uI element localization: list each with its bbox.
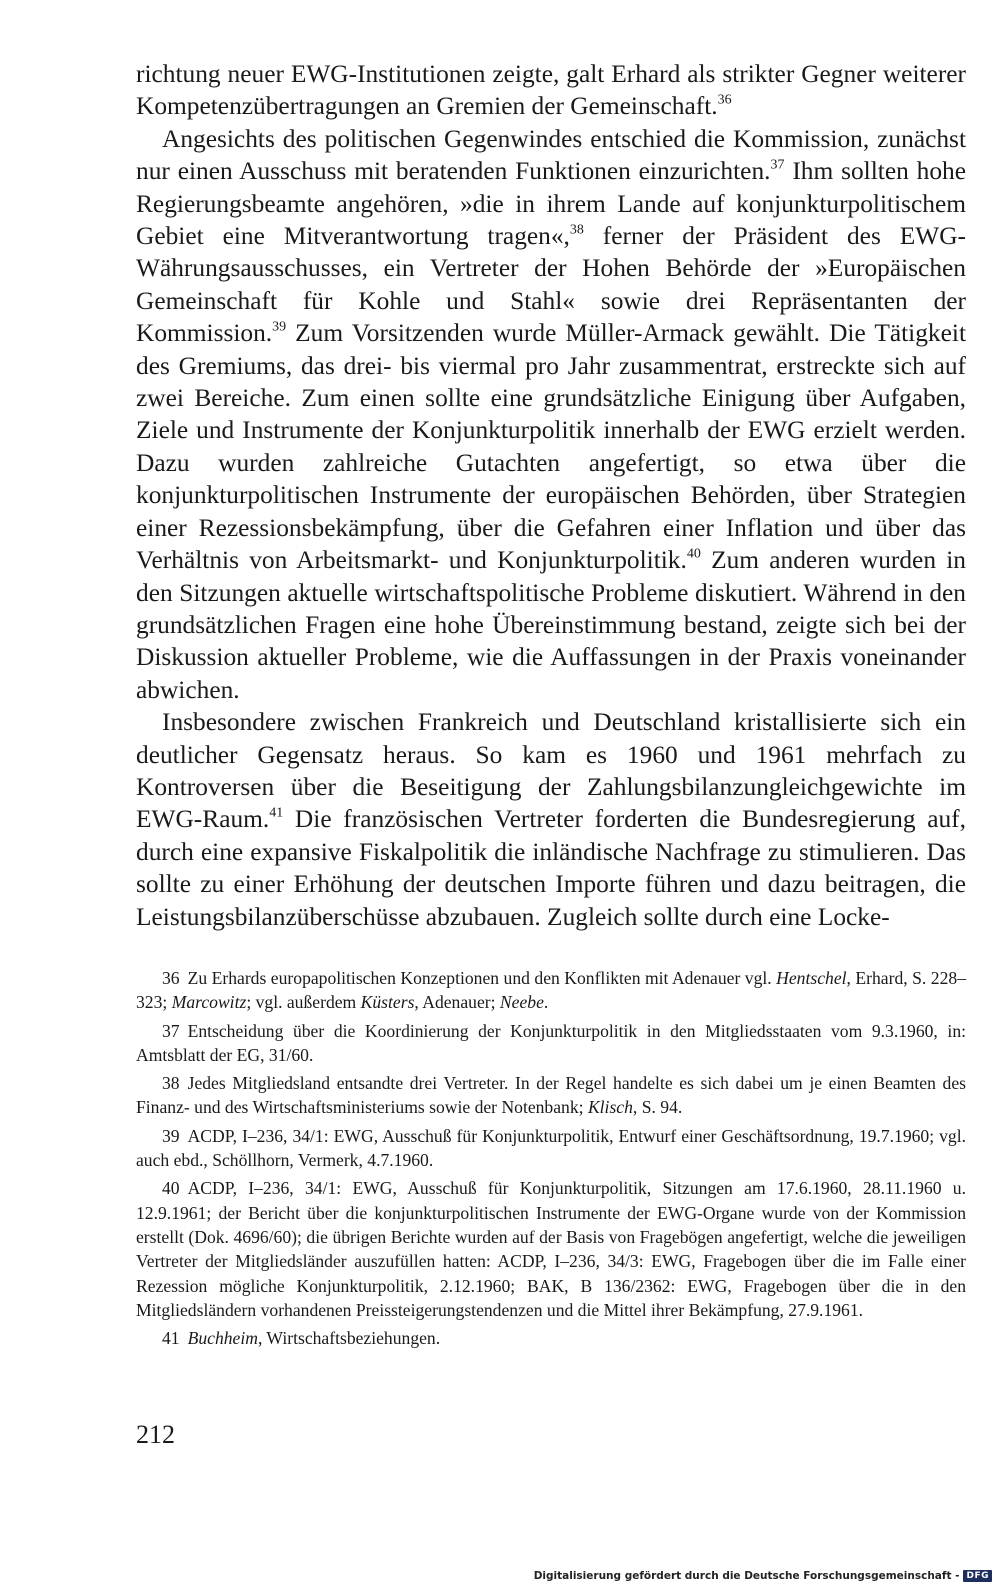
paragraph-text: Zum Vorsitzenden wurde Müller-Armack gewählt. Die Tätigkeit des Gremiums, das drei- bis viermal pro Jahr zusammentrat, erstreckte sich auf zwei Bereiche. Zum einen sollte eine grundsätzliche Einigung über Aufgaben, Ziele und Instrumente der Konjunkturpolitik innerhalb der EWG erzielt werden. Dazu wurden zahlreiche Gutachten angefertigt, so etwa über die konjunkturpolitischen Instrumente der europäischen Behörden, über Strategien einer Rezessionsbekämpfung, über die Gefahren einer Inflation und über das Verhältnis von Arbeitsmarkt- und Konjunkturpolitik. <box>136 319 966 575</box>
footnote-text: ACDP, I–236, 34/1: EWG, Ausschuß für Konjunkturpolitik, Sitzungen am 17.6.1960, 28.11.1960 u. 12.9.1961; der Bericht über die konjunkturpolitischen Instrumente der EWG-Organe wurde von der Kommission erstellt (Dok. 4696/60); die übrigen Berichte wurden auf der Basis von Fragebögen angefertigt, welche die jeweiligen Vertreter der Mitgliedsländer auszufüllen hatten: ACDP, I–236, 34/3: EWG, Fragebogen über die im Falle einer Rezession mögliche Konjunkturpolitik, 2.12.1960; BAK, B 136/2362: EWG, Fragebogen über die in den Mitgliedsländern vorhandenen Preissteigerungstendenzen und die Mittel ihrer Bekämpfung, 27.9.1961. <box>136 1178 966 1320</box>
footnote-36 <box>136 966 966 1015</box>
footnote-39 <box>136 1124 966 1173</box>
footnote-text: Entscheidung über die Koordinierung der Konjunkturpolitik in den Mitgliedsstaaten vom 9.3.1960, in: Amtsblatt der EG, 31/60. <box>136 1020 966 1065</box>
paragraph-text: ferner der Präsident des EWG-Währungsausschusses, ein Vertreter der Hohen Behörde der »Europäischen Gemeinschaft für Kohle und Stahl« sowie drei Repräsentanten der Kommission. <box>136 222 966 348</box>
footnote-text: , S. 94. <box>632 1097 683 1118</box>
footnote-ref[interactable]: 41 <box>269 805 284 821</box>
footnote-ref[interactable]: 39 <box>272 319 287 335</box>
footnotes <box>136 966 966 1354</box>
author-name: Hentschel <box>776 968 847 988</box>
paragraph-text: richtung neuer EWG-Institutionen zeigte, galt Erhard als strikter Gegner weiterer Kompetenzübertragungen an Gremien der Gemeinschaft. <box>136 60 966 121</box>
footnote-37 <box>136 1019 966 1068</box>
footnote-number: 38 <box>162 1073 180 1094</box>
digitization-credit <box>534 1570 992 1582</box>
footnote-number: 40 <box>162 1178 180 1199</box>
footnote-ref[interactable]: 37 <box>770 157 785 173</box>
paragraph-text: Ihm sollten hohe Regierungsbeamte angehören, »die in ihrem Lande auf konjunkturpolitischem Gebiet eine Mitverantwortung tragen«, <box>136 157 966 251</box>
author-name: Neebe <box>499 992 544 1013</box>
footnote-41 <box>136 1326 966 1350</box>
footnote-number: 36 <box>162 968 180 988</box>
author-name: Buchheim <box>187 1328 258 1349</box>
footnote-38 <box>136 1071 966 1120</box>
page-number: 212 <box>136 1420 175 1449</box>
footnote-text: , Adenauer; <box>414 992 500 1013</box>
paragraph-3 <box>136 706 966 933</box>
footnote-40 <box>136 1176 966 1322</box>
footnote-text: ACDP, I–236, 34/1: EWG, Ausschuß für Konjunkturpolitik, Entwurf einer Geschäftsordnung, 19.7.1960; vgl. auch ebd., Schöllhorn, Vermerk, 4.7.1960. <box>136 1125 966 1171</box>
footnote-text: . <box>543 992 549 1013</box>
paragraph-text: Die französischen Vertreter forderten die Bundesregierung auf, durch eine expansive Fiskalpolitik die inländische Nachfrage zu stimulieren. Das sollte zu einer Erhöhung der deutschen Importe führen und dazu beitragen, die Leistungsbilanzüberschüsse abzubauen. Zugleich sollte durch eine Locke- <box>136 805 966 931</box>
footnote-text: Jedes Mitgliedsland entsandte drei Vertreter. In der Regel handelte es sich dabei um je einen Beamten des Finanz- und des Wirtschaftsministeriums sowie der Notenbank; <box>136 1073 966 1118</box>
paragraph-text: Angesichts des politischen Gegenwindes entschied die Kommission, zunächst nur einen Ausschuss mit beratenden Funktionen einzurichten. <box>136 124 966 186</box>
footnote-text: , Wirtschaftsbeziehungen. <box>257 1328 441 1349</box>
footnote-ref[interactable]: 38 <box>569 222 584 238</box>
footnote-number: 37 <box>162 1020 180 1041</box>
dfg-logo: DFG <box>963 1570 992 1582</box>
footnote-text: Zu Erhards europapolitischen Konzeptionen und den Konflikten mit Adenauer vgl. <box>187 968 777 988</box>
credit-text: Digitalisierung gefördert durch die Deutsche Forschungsgemeinschaft - <box>533 1570 960 1582</box>
footnote-number: 39 <box>162 1125 180 1146</box>
footnote-ref[interactable]: 36 <box>717 92 732 108</box>
footnote-text: , Erhard, S. 228–323; <box>136 968 966 1013</box>
paragraph-text: Zum anderen wurden in den Sitzungen aktuelle wirtschaftspolitische Probleme diskutiert. Während in den grundsätzlichen Fragen eine hohe Übereinstimmung bestand, zeigte sich bei der Diskussion aktueller Probleme, wie die Auffassungen in der Praxis voneinander abwichen. <box>136 546 967 704</box>
author-name: Küsters <box>360 992 415 1013</box>
main-text <box>136 58 966 933</box>
author-name: Marcowitz <box>171 992 247 1013</box>
paragraph-text: Insbesondere zwischen Frankreich und Deutschland kristallisierte sich ein deutlicher Gegensatz heraus. So kam es 1960 und 1961 mehrfach zu Kontroversen über die Beseitigung der Zahlungsbilanzungleichgewichte im EWG-Raum. <box>136 708 966 834</box>
footnote-number: 41 <box>162 1328 180 1349</box>
paragraph-1 <box>136 58 966 123</box>
footnote-ref[interactable]: 40 <box>686 546 701 562</box>
footnote-text: ; vgl. außerdem <box>246 992 361 1013</box>
paragraph-2 <box>136 123 966 706</box>
author-name: Klisch <box>587 1097 633 1118</box>
